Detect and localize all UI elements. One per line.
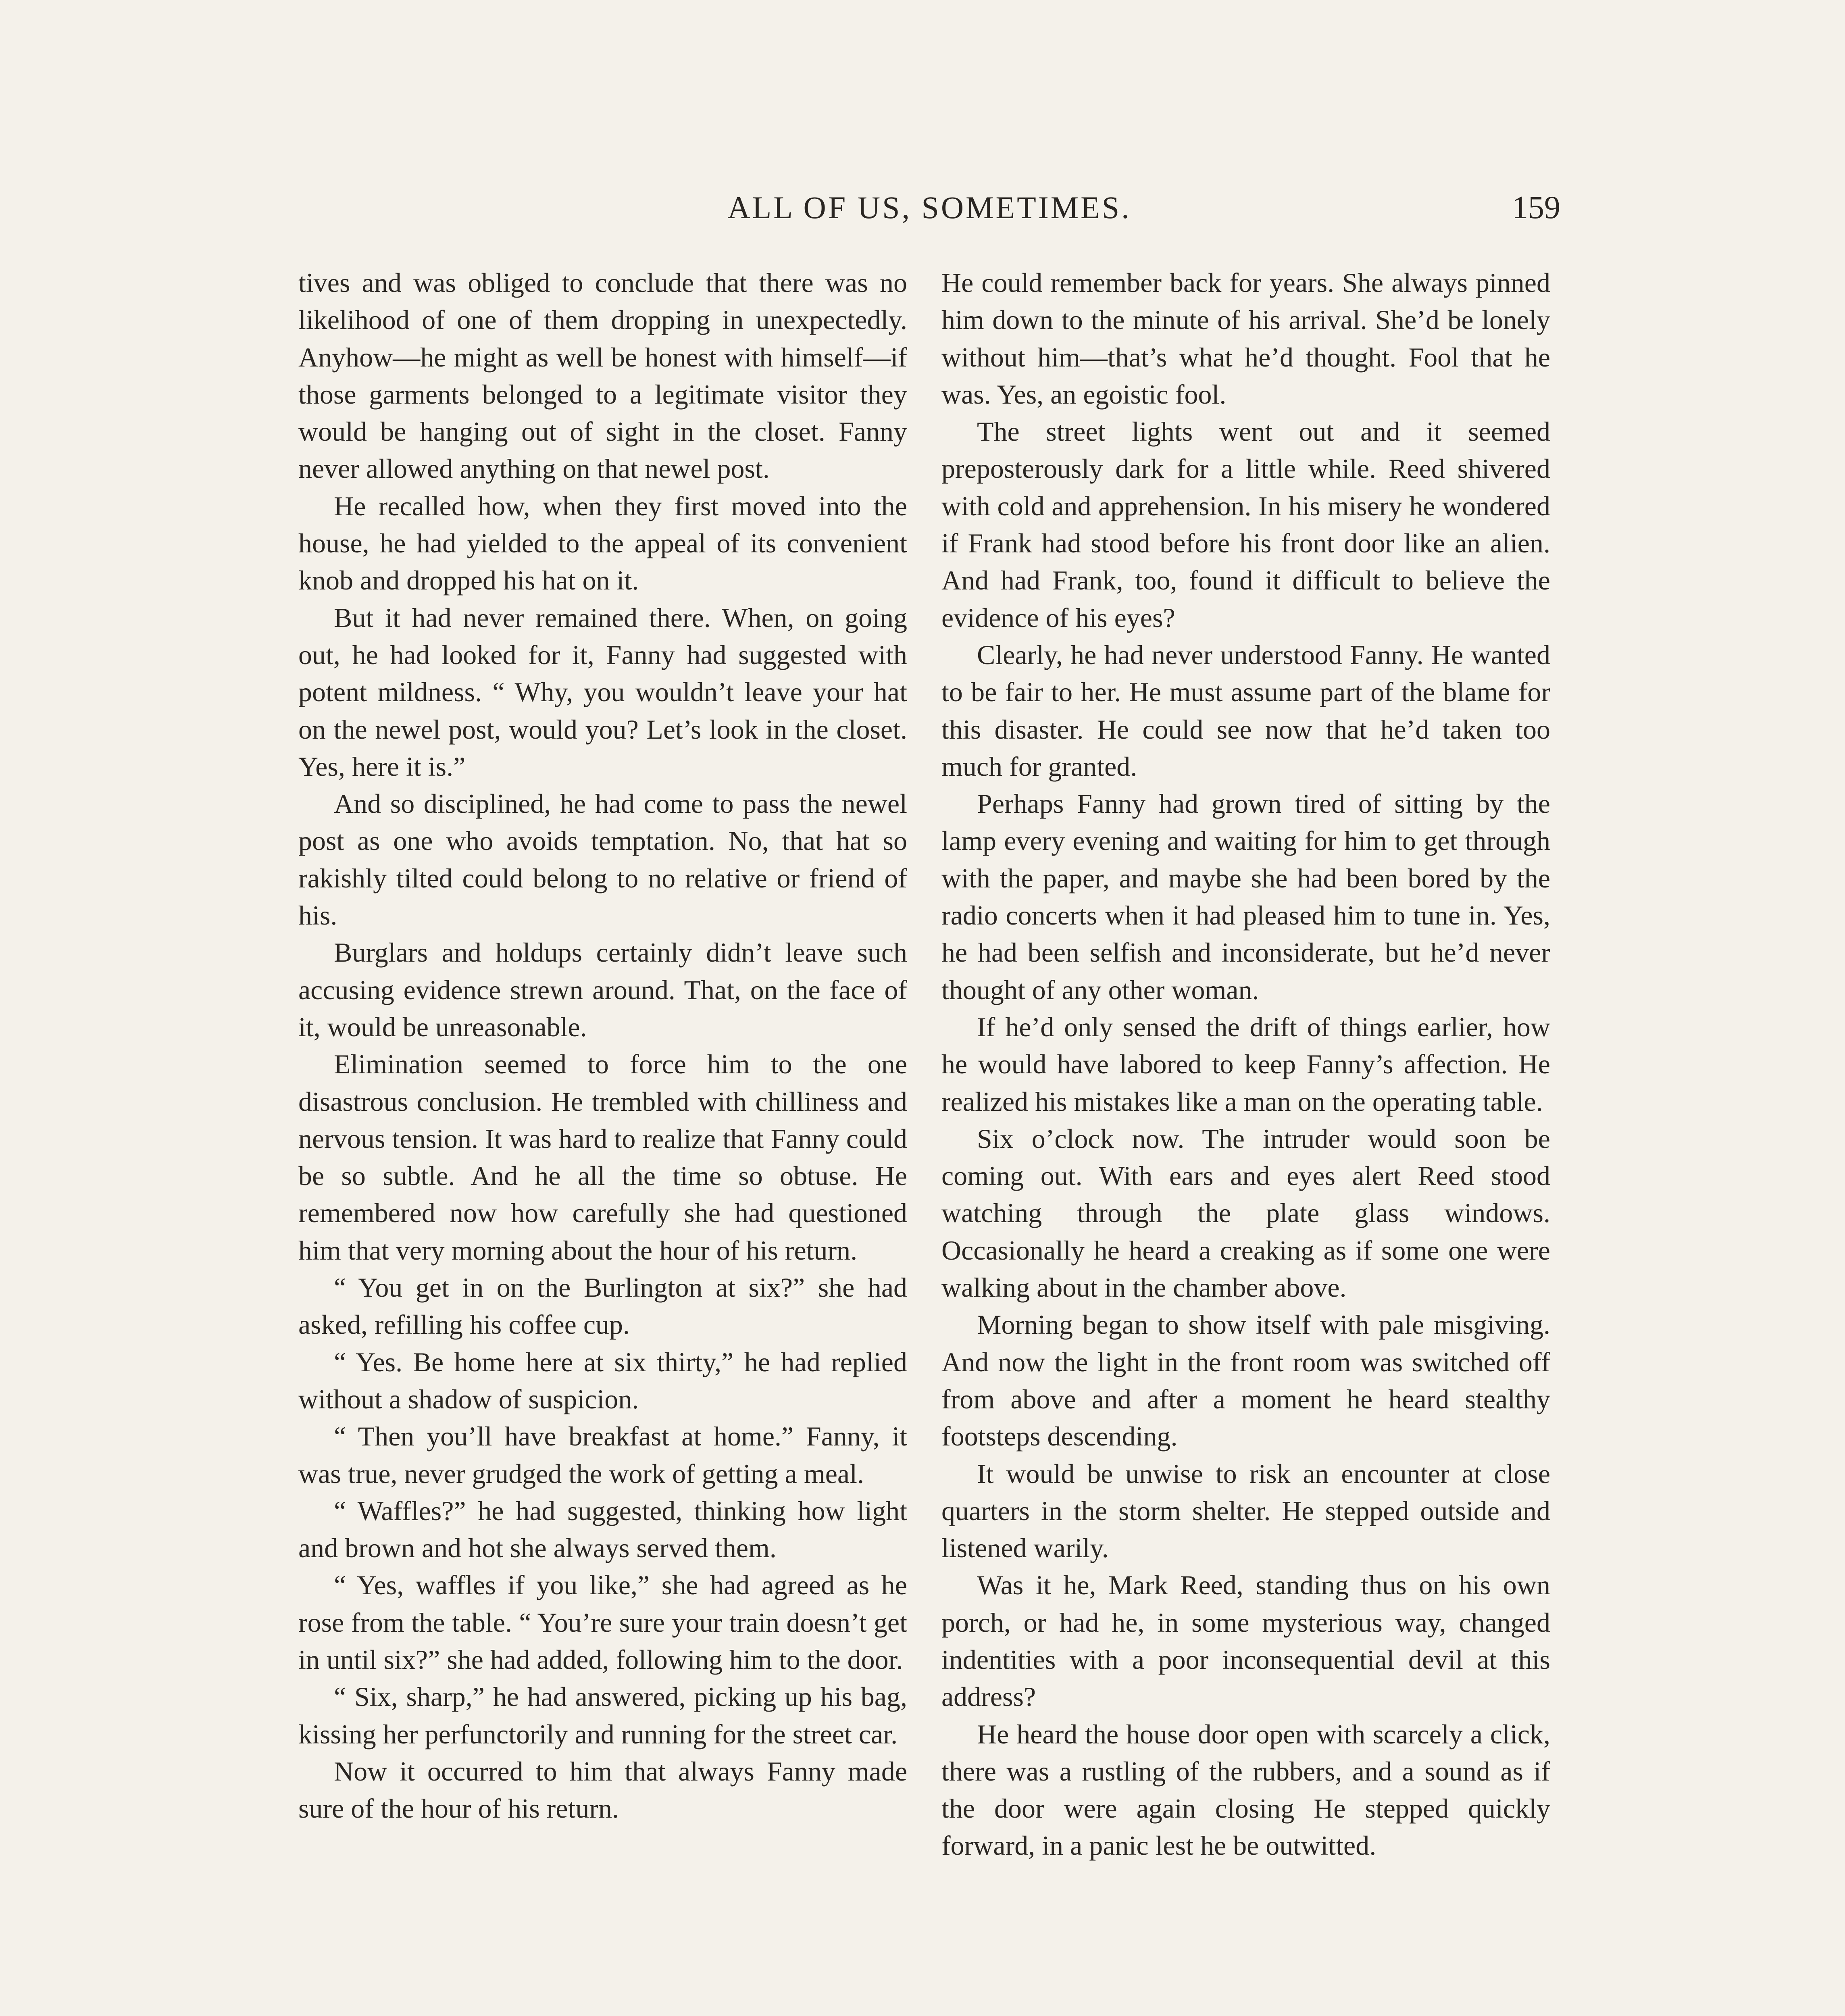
right-column <box>941 264 1550 1864</box>
paragraph: Burglars and holdups certainly didn’t leave such accusing evidence strewn around. That, on the face of it, would be unreasonable. <box>298 937 907 1042</box>
paragraph: Six o’clock now. The intruder would soon be coming out. With ears and eyes alert Reed stood watching through the plate glass windows. Occasionally he heard a creaking as if some one were walking about in the chamber above. <box>941 1123 1550 1303</box>
paragraph: He heard the house door open with scarcely a click, there was a rustling of the rubbers, and a sound as if the door were again closing He stepped quickly forward, in a panic lest he be outwitted. <box>941 1718 1550 1861</box>
running-title: ALL OF US, SOMETIMES. <box>727 190 1131 225</box>
paragraph: “ Six, sharp,” he had answered, picking up his bag, kissing her perfunctorily and running for the street car. <box>298 1681 907 1749</box>
paragraph: Now it occurred to him that always Fanny made sure of the hour of his return. <box>298 1756 907 1824</box>
left-column <box>298 264 907 1827</box>
paragraph: Was it he, Mark Reed, standing thus on his own porch, or had he, in some mysterious way, changed indentities with a poor inconsequential devil at this address? <box>941 1570 1550 1712</box>
paragraph: “ You get in on the Burlington at six?” she had asked, refilling his coffee cup. <box>298 1272 907 1340</box>
paragraph: He could remember back for years. She always pinned him down to the minute of his arrival. She’d be lonely without him—that’s what he’d thought. Fool that he was. Yes, an egoistic fool. <box>941 267 1550 410</box>
paragraph: Elimination seemed to force him to the one disastrous conclusion. He trembled with chilliness and nervous tension. It was hard to realize that Fanny could be so subtle. And he all the time so obtuse. He remembered now how carefully she had questioned him that very morning about the hour of his return. <box>298 1049 907 1266</box>
paragraph: Clearly, he had never understood Fanny. He wanted to be fair to her. He must assume part of the blame for this disaster. He could see now that he’d taken too much for granted. <box>941 639 1550 782</box>
paragraph: But it had never remained there. When, on going out, he had looked for it, Fanny had suggested with potent mildness. “ Why, you wouldn’t leave your hat on the newel post, would you? Let’s look in the closet. Yes, here it is.” <box>298 602 907 782</box>
paragraph: He recalled how, when they first moved into the house, he had yielded to the appeal of its convenient knob and dropped his hat on it. <box>298 490 907 596</box>
paragraph: Morning began to show itself with pale misgiving. And now the light in the front room was switched off from above and after a moment he heard stealthy footsteps descending. <box>941 1309 1550 1452</box>
paragraph: And so disciplined, he had come to pass the newel post as one who avoids temptation. No, that hat so rakishly tilted could belong to no relative or friend of his. <box>298 788 907 931</box>
paragraph: “ Yes, waffles if you like,” she had agreed as he rose from the table. “ You’re sure your train doesn’t get in until six?” she had added, following him to the door. <box>298 1570 907 1675</box>
paragraph: “ Then you’ll have breakfast at home.” Fanny, it was true, never grudged the work of getting a meal. <box>298 1421 907 1489</box>
page-header <box>298 190 1560 238</box>
page-number: 159 <box>1512 190 1560 225</box>
paragraph: It would be unwise to risk an encounter at close quarters in the storm shelter. He stepped outside and listened warily. <box>941 1458 1550 1564</box>
paragraph: The street lights went out and it seemed preposterously dark for a little while. Reed shivered with cold and apprehension. In his misery he wondered if Frank had stood before his front door like an alien. And had Frank, too, found it difficult to believe the evidence of his eyes? <box>941 416 1550 633</box>
paragraph: “ Waffles?” he had suggested, thinking how light and brown and hot she always served them. <box>298 1495 907 1564</box>
paragraph: If he’d only sensed the drift of things earlier, how he would have labored to keep Fanny’s affection. He realized his mistakes like a man on the operating table. <box>941 1011 1550 1117</box>
paragraph: tives and was obliged to conclude that there was no likelihood of one of them dropping in unexpectedly. Anyhow—he might as well be honest with himself—if those garments belonged to a legitimate visitor they would be hanging out of sight in the closet. Fanny never allowed anything on that newel post. <box>298 267 907 484</box>
paragraph: “ Yes. Be home here at six thirty,” he had replied without a shadow of suspicion. <box>298 1346 907 1414</box>
paragraph: Perhaps Fanny had grown tired of sitting by the lamp every evening and waiting for him to get through with the paper, and maybe she had been bored by the radio concerts when it had pleased him to tune in. Yes, he had been selfish and inconsiderate, but he’d never thought of any other woman. <box>941 788 1550 1005</box>
